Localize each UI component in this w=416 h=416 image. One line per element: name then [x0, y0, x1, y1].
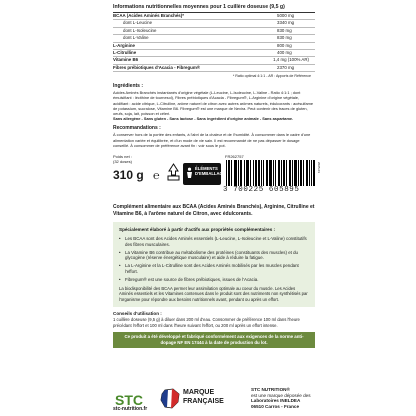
nutrition-row-value: 5000 mg: [277, 13, 295, 18]
barcode-bar: [270, 160, 271, 186]
nutrition-row-label: L-Citrulline: [113, 50, 137, 56]
barcode-bar: [235, 160, 236, 186]
barcode-bar: [255, 160, 256, 186]
barcode-bar: [267, 160, 268, 186]
nutrition-row: [113, 20, 315, 27]
benefits-title: Spécialement élaboré à partir d'actifs aux propriétés complémentaires :: [119, 227, 276, 233]
barcode-bar: [295, 160, 296, 186]
barcode-bar: [261, 160, 262, 186]
nutrition-row-value: 1,4 mg (100% AR): [273, 57, 309, 63]
barcode-bar: [226, 160, 227, 186]
benefit-item: • La Vitamine B6 contribue au métabolisme des protéines (constituants des muscles) et du glycogène (réserve énergétique musculaire) et aide à réduire la fatigue.: [119, 250, 309, 262]
barcode-bar: [231, 160, 232, 186]
nutrition-row: [113, 65, 315, 72]
barcode-bar: [303, 160, 304, 186]
company-line2: est une marque déposée des: [251, 392, 311, 398]
barcode-bar: [306, 160, 307, 186]
stc-url: stc-nutrition.fr: [113, 406, 148, 412]
company-line4: 06510 Carros - France: [251, 403, 300, 409]
consumption-text: 1 cuillère doseuse (9,5 g) à diluer dans 200 ml d'eau. Consommer de préférence 100 ml dans l'heure précédant l'effort et 100 ml dans l'heure suivant l'effort, ou 200 ml après un effort intense.: [113, 317, 300, 328]
barcode-bar: [314, 160, 315, 186]
nutrition-row: [113, 50, 315, 57]
net-weight-label: [113, 154, 132, 164]
barcode-bar: [263, 160, 264, 186]
nutrition-row-label: dont L-Valine: [123, 35, 149, 41]
barcode-bar: [273, 160, 274, 186]
net-weight-doses: (32 doses): [113, 159, 132, 165]
barcode-bar: [289, 160, 290, 186]
side-code: 2025-03: [317, 162, 321, 174]
nutrition-row-label: L-Arginine: [113, 42, 135, 48]
lot-number: FR262757: [225, 154, 244, 160]
barcode-bar: [236, 160, 237, 186]
barcode-bar: [234, 160, 235, 186]
nutrition-row-label: Vitamine B6: [113, 57, 139, 63]
nutrition-row-label: dont L-Leucine: [123, 20, 153, 26]
benefits-paragraph: La biodisponibilité des BCAA permet leur assimilation optimale au coeur du muscle. Les Acides Aminés essentiels et les Vitamines contenues dans le produit sont des nutriments non synthétisés par l'organisme pour répondre aux besoins nutritionnels avant, pendant ou après un effort.: [119, 285, 308, 302]
barcode-bar: [300, 160, 301, 186]
benefits-list: [119, 236, 309, 283]
barcode-bar: [271, 160, 272, 186]
barcode-bar: [244, 160, 245, 186]
company-line1: STC NUTRITION®: [251, 387, 290, 392]
benefit-item: • La L-Arginine et la L-Citrulline sont des Acides Aminés mobilisés par les muscles pendant l'effort.: [119, 263, 309, 275]
barcode-bar: [311, 160, 312, 186]
nutrition-row: [113, 43, 315, 50]
barcode-bar: [253, 160, 254, 186]
barcode-bar: [284, 160, 285, 186]
barcode: [226, 160, 316, 186]
barcode-bar: [269, 160, 270, 186]
barcode-bar: [294, 160, 295, 186]
consumption-heading: Conseils d'utilisation :: [113, 311, 162, 317]
marque-line1: MARQUE: [183, 389, 215, 396]
nutrition-row-value: 800 mg: [277, 42, 292, 48]
anti-doping-notice: Ce produit a été développé et fabriqué conformément aux exigences de la norme anti-dopage NF EN 17444 à la date de production du lot.: [113, 332, 315, 348]
nutrition-table: [113, 4, 315, 79]
recommendations-heading: Recommandations :: [113, 125, 161, 132]
allergens-text: Sans allergène - Sans gluten - Sans lactose - Sans ingrédient d'origine animale - Sans aspartame.: [113, 116, 294, 122]
barcode-bar: [240, 160, 241, 186]
nutrition-row-label: dont L-Isoleucine: [123, 27, 157, 33]
product-description: Complément alimentaire aux BCAA (Acides Aminés Branchés), Arginine, Citrulline et Vitamine B6, à l'arôme naturel de Citron, avec édulcorants.: [113, 204, 315, 217]
nutrition-row: [113, 57, 315, 64]
triman-line1: ÉLÉMENTS: [195, 166, 218, 172]
triman-badge: [183, 163, 226, 185]
triman-line2: D'EMBALLAGE: [195, 171, 226, 177]
barcode-number: 3 700225 605895: [223, 186, 300, 195]
nutrition-title: Informations nutritionnelles moyennes pour 1 cuillère doseuse (9,5 g): [113, 4, 315, 13]
estimated-sign: ℮: [153, 170, 160, 183]
weight-barcode-block: [113, 154, 321, 204]
barcode-bar: [275, 160, 276, 186]
marque-line2: FRANÇAISE: [183, 397, 224, 405]
company-line3: Laboratoires INELDEA: [251, 398, 301, 404]
barcode-bar: [246, 160, 247, 186]
barcode-bar: [256, 160, 257, 186]
label-footer: [113, 386, 315, 416]
barcode-bar: [296, 160, 297, 186]
barcode-bar: [278, 160, 279, 186]
barcode-bar: [283, 160, 284, 186]
barcode-bar: [238, 160, 239, 186]
barcode-bar: [298, 160, 299, 186]
barcode-bar: [309, 160, 310, 186]
nutrition-row-value: 830 mg: [277, 27, 292, 33]
nutrition-row-label: BCAA (Acides Aminés Branchés)*: [113, 13, 184, 18]
recommendations-text: À conserver hors de la portée des enfants, à l'abri de la chaleur et de l'humidité. À consommer dans le cadre d'une alimentation variée et équilibrée, et d'un mode de vie sain. Il est recommandé de ne pas dépasser le dosage conseillé. À consommer de préférence avant fin : voir sous le pot.: [113, 132, 311, 148]
barcode-bar: [259, 160, 260, 186]
barcode-bar: [286, 160, 287, 186]
company-info: [251, 387, 311, 409]
ingredients-text: Acides Aminés Branchés instantanés d'origine végétale (L-Leucine, L-Isoleucine, L-Valine - Ratio 4:1:1 ; dont émulsifiant : lécithine de tournesol), Fibres prébiotiques d'Acacia - Fibregum®, L-Arginine d'origine végétale, acidifiant : acide citrique, L-Citrulline, arôme naturel de citron avec autres arômes naturels, édulcorants : acésulfame de potassium, sucralose, Vitamine B6. Fibregum® est une marque de Nexira. Peut contenir des traces de gluten, oeufs, soja, lait, poisson et céleri.: [113, 90, 314, 117]
nutrition-row-value: 2370 mg: [277, 64, 295, 70]
triman-icon: [185, 167, 194, 179]
stc-logo-text: STC: [115, 392, 143, 408]
barcode-bar: [292, 160, 293, 186]
barcode-bar: [247, 160, 248, 186]
barcode-bar: [301, 160, 302, 186]
france-flag-map-icon: [159, 388, 181, 410]
benefits-box: [113, 222, 315, 307]
nutrition-rows: [113, 13, 315, 72]
nutrition-row: [113, 13, 315, 20]
net-weight-label-text: Poids net :: [113, 154, 132, 160]
barcode-bar: [241, 160, 242, 186]
barcode-bar: [313, 160, 314, 186]
nutrition-row: [113, 35, 315, 42]
nutrition-row: [113, 28, 315, 35]
barcode-bar: [228, 160, 229, 186]
barcode-bar: [290, 160, 291, 186]
recycling-icon: [166, 163, 181, 181]
barcode-bar: [248, 160, 249, 186]
benefit-item: • Les BCAA sont des Acides Aminés essentiels (L-Leucine, L-Isoleucine et L-Valine) constitutifs des fibres musculaires.: [119, 236, 309, 248]
ingredients-heading: Ingrédients :: [113, 83, 144, 90]
barcode-bar: [279, 160, 280, 186]
nutrition-row-value: 400 mg: [277, 50, 292, 56]
benefit-item: • Fibregum® est une source de fibres prébiotiques, issues de l'Acacia.: [119, 277, 309, 283]
barcode-bar: [266, 160, 267, 186]
barcode-bar: [250, 160, 251, 186]
barcode-bar: [258, 160, 259, 186]
marque-francaise: [183, 389, 224, 406]
barcode-bar: [307, 160, 308, 186]
barcode-bar: [229, 160, 230, 186]
barcode-bar: [281, 160, 282, 186]
nutrition-row-value: 830 mg: [277, 35, 292, 41]
nutrition-row-label: Fibres prébiotiques d'Acacia - Fibregum®: [113, 64, 200, 70]
nutrition-note: * Ratio optimal 4:1:1 - AR : Apports de Référence: [232, 74, 311, 79]
net-weight-value: 310 g: [113, 168, 144, 183]
nutrition-row-value: 3340 mg: [277, 20, 295, 26]
